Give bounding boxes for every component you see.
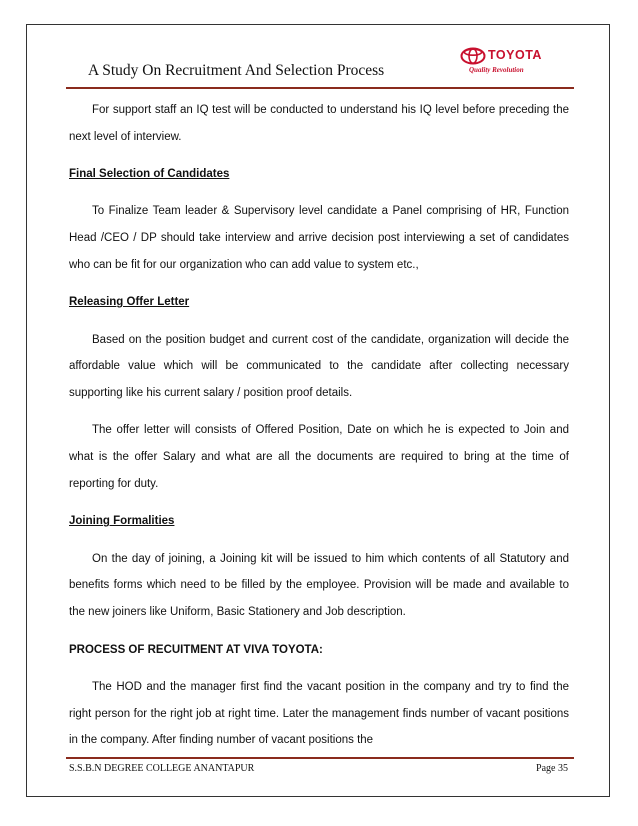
heading-recruitment-process: PROCESS OF RECUITMENT AT VIVA TOYOTA: (69, 643, 323, 656)
header-rule (66, 87, 574, 89)
toyota-emblem-icon (460, 47, 486, 65)
paragraph-offer-contents: The offer letter will consists of Offered Position, Date on which he is expected to Join and what is the offer Salary and what are all the documents are required to bring at the time of reporting for duty. (69, 424, 569, 491)
footer-rule (66, 757, 574, 759)
paragraph-offer-budget: Based on the position budget and current cost of the candidate, organization will decide the affordable value which will be communicated to the candidate after collecting necessary supporting like his current salary / position proof details. (69, 333, 569, 400)
header-title: A Study On Recruitment And Selection Process (88, 62, 385, 79)
paragraph-iq-test: For support staff an IQ test will be conducted to understand his IQ level before preceding the next level of interview. (69, 104, 569, 143)
toyota-logo (460, 47, 580, 79)
page-number: Page 35 (536, 763, 568, 774)
page-content (69, 97, 569, 765)
logo-wordmark: TOYOTA (488, 48, 542, 62)
heading-final-selection: Final Selection of Candidates (69, 168, 230, 181)
paragraph-recruitment-process: The HOD and the manager first find the vacant position in the company and try to find the right person for the right job at right time. Later the management finds number of vacant positions in the company. After finding number of vacant positions the (69, 680, 569, 747)
paragraph-final-selection: To Finalize Team leader & Supervisory level candidate a Panel comprising of HR, Function Head /CEO / DP should take interview and arrive decision post interviewing a set of candidates who can be fit for our organization who can add value to system etc., (69, 205, 569, 271)
heading-joining-formalities: Joining Formalities (69, 515, 175, 528)
footer-college: S.S.B.N DEGREE COLLEGE ANANTAPUR (69, 763, 255, 774)
logo-tagline: Quality Revolution (469, 66, 524, 74)
paragraph-joining-kit: On the day of joining, a Joining kit will be issued to him which contents of all Statutory and benefits forms which need to be filled by the employee. Provision will be made and available to the new joiners like Uniform, Basic Stationery and Job description. (69, 552, 569, 619)
heading-offer-letter: Releasing Offer Letter (69, 296, 190, 309)
